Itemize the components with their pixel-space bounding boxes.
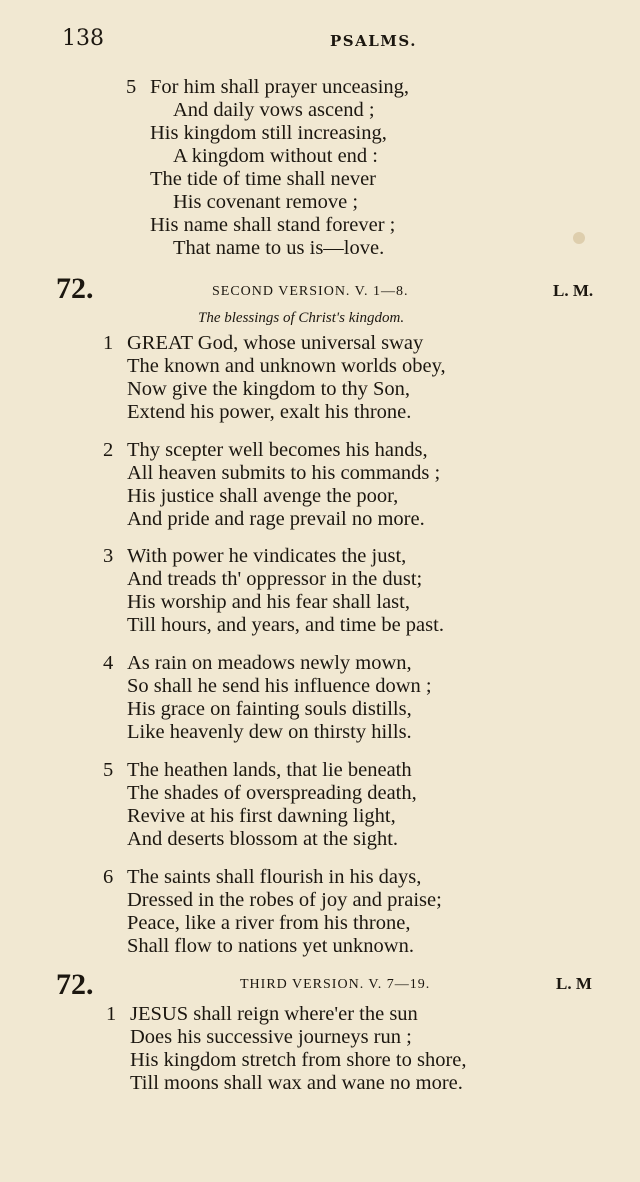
stanza-number: 3 [103,545,114,567]
verse-line: His justice shall avenge the poor, [127,485,399,507]
page-header [62,26,600,54]
stanza-number: 5 [126,76,137,98]
stanza-number: 2 [103,439,114,461]
verse-line: With power he vindicates the just, [127,545,407,567]
meter-label: L. M [556,974,592,993]
verse-line: As rain on meadows newly mown, [127,652,412,674]
verse-line: Does his successive journeys run ; [130,1026,412,1048]
paper-blemish [573,232,585,244]
page-number: 138 [62,26,104,51]
verse-line: For him shall prayer unceasing, [150,76,410,98]
hymn-number: 72. [56,968,94,1001]
stanza-number: 6 [103,866,114,888]
verse-line: The tide of time shall never [150,168,376,190]
verse-line: And treads th' oppressor in the dust; [127,568,423,590]
stanza-number: 1 [103,332,114,354]
meter-label: L. M. [553,281,594,300]
verse-line: So shall he send his influence down ; [127,675,432,697]
verse-line: Revive at his first dawning light, [127,805,396,827]
verse-line: And daily vows ascend ; [173,99,375,121]
verse-line: Shall flow to nations yet unknown. [127,935,414,957]
verse-line: GREAT God, whose universal sway [127,332,424,354]
verse-line: His kingdom stretch from shore to shore, [130,1049,467,1071]
verse-line: His name shall stand forever ; [150,214,396,236]
verse-line: Like heavenly dew on thirsty hills. [127,721,412,743]
hymn-subtitle: The blessings of Christ's kingdom. [198,310,405,326]
verse-line: That name to us is—love. [173,237,385,259]
verse-line: His kingdom still increasing, [150,122,387,144]
verse-line: JESUS shall reign where'er the sun [130,1003,418,1025]
verse-line: The heathen lands, that lie beneath [127,759,412,781]
verse-line: Now give the kingdom to thy Son, [127,378,411,400]
verse-line: And pride and rage prevail no more. [127,508,425,530]
verse-line: Peace, like a river from his throne, [127,912,411,934]
verse-line: The shades of overspreading death, [127,782,417,804]
stanza-number: 1 [106,1003,117,1025]
verse-line: And deserts blossom at the sight. [127,828,399,850]
stanza-number: 4 [103,652,114,674]
verse-line: Dressed in the robes of joy and praise; [127,889,442,911]
verse-line: The known and unknown worlds obey, [127,355,446,377]
verse-line: Till hours, and years, and time be past. [127,614,444,636]
verse-line: All heaven submits to his commands ; [127,462,441,484]
verse-line: Extend his power, exalt his throne. [127,401,412,423]
verse-line: A kingdom without end : [173,145,378,167]
hymn-number: 72. [56,272,94,305]
verse-line: His worship and his fear shall last, [127,591,410,613]
version-title: THIRD VERSION. V. 7—19. [240,977,431,992]
verse-line: Till moons shall wax and wane no more. [130,1072,463,1094]
running-head: PSALMS. [330,32,417,50]
verse-line: The saints shall flourish in his days, [127,866,422,888]
verse-line: Thy scepter well becomes his hands, [127,439,428,461]
version-title: SECOND VERSION. V. 1—8. [212,284,409,299]
verse-line: His grace on fainting souls distills, [127,698,412,720]
stanza-number: 5 [103,759,114,781]
verse-line: His covenant remove ; [173,191,359,213]
